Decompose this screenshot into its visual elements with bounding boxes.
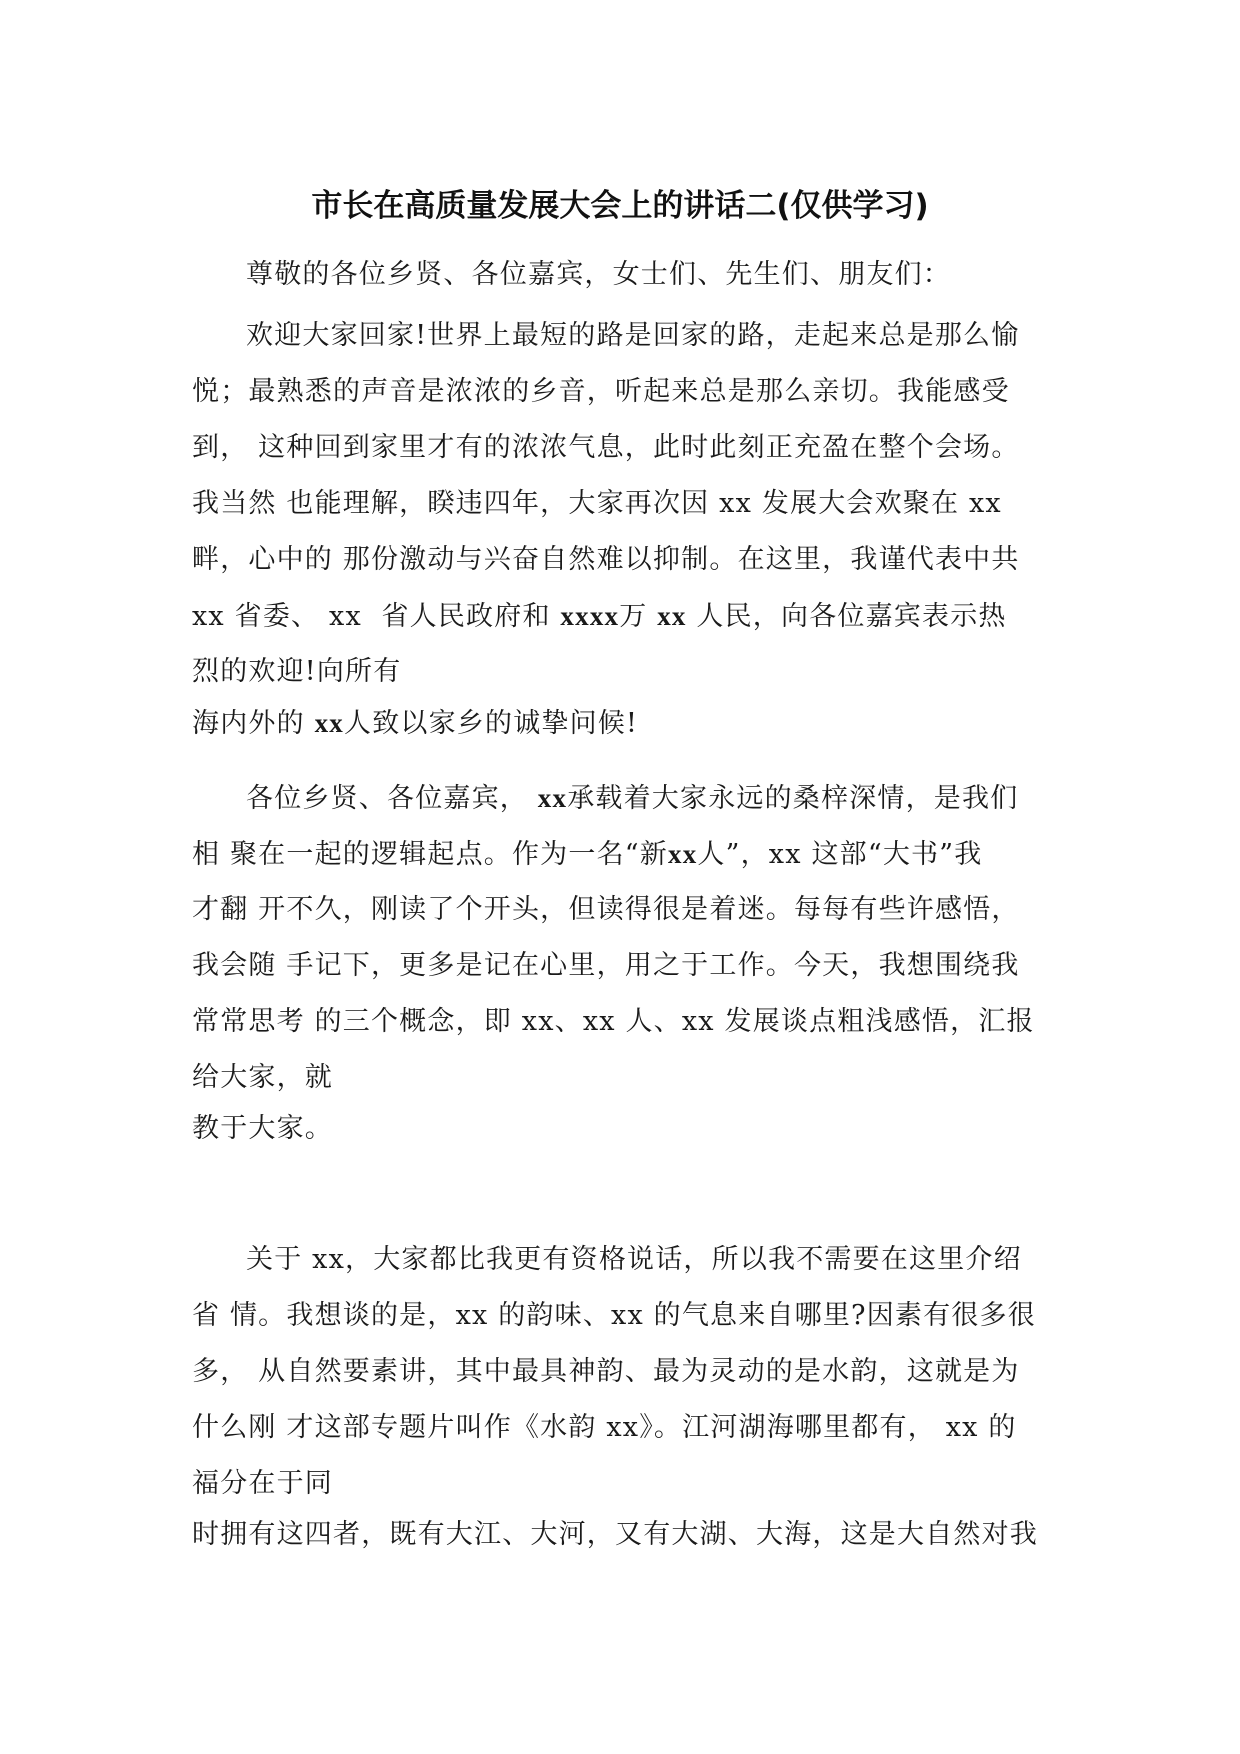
bold-text-run: xxxx (560, 601, 620, 631)
text-run: 人致以家乡的诚挚问候! (344, 708, 639, 739)
paragraph-1-line-1: 欢迎大家回家!世界上最短的路是回家的路，走起来总是那么愉 (246, 320, 1020, 351)
bold-text-run: xx (657, 601, 687, 631)
paragraph-3-line-5: 福分在于同 (192, 1468, 333, 1499)
paragraph-2-line-5: 常常思考 的三个概念，即 xx、xx 人、xx 发展谈点粗浅感悟，汇报 (192, 1006, 1035, 1037)
paragraph-3-line-4: 什么刚 才这部专题片叫作《水韵 xx》。江河湖海哪里都有， xx 的 (192, 1412, 1017, 1443)
paragraph-3-line-3: 多， 从自然要素讲，其中最具神韵、最为灵动的是水韵，这就是为 (192, 1356, 1020, 1387)
text-run: 各位乡贤、各位嘉宾， (246, 783, 538, 814)
paragraph-2-line-6: 给大家，就 (192, 1062, 333, 1093)
document-title: 市长在高质量发展大会上的讲话二(仅供学习) (311, 188, 929, 224)
paragraph-2-line-4: 我会随 手记下，更多是记在心里，用之于工作。今天，我想围绕我 (192, 950, 1020, 981)
paragraph-1-line-8 (192, 705, 638, 742)
text-run: 海内外的 (192, 708, 315, 739)
paragraph-1-line-6 (192, 598, 1007, 635)
paragraph-1-line-2: 悦；最熟悉的声音是浓浓的乡音，听起来总是那么亲切。我能感受 (192, 376, 1010, 407)
paragraph-2-line-7: 教于大家。 (192, 1113, 333, 1144)
text-run: 万 (619, 601, 658, 632)
greeting-line: 尊敬的各位乡贤、各位嘉宾，女士们、先生们、朋友们： (246, 259, 951, 290)
text-run: xx 省委、 xx 省人民政府和 (192, 601, 561, 632)
bold-text-run: xx (537, 783, 568, 813)
text-run: 人”，xx 这部“大书”我 (697, 839, 983, 870)
paragraph-1-line-5: 畔，心中的 那份激动与兴奋自然难以抑制。在这里，我谨代表中共 (192, 544, 1020, 575)
paragraph-1-line-3: 到， 这种回到家里才有的浓浓气息，此时此刻正充盈在整个会场。 (192, 432, 1020, 463)
paragraph-2-line-1 (246, 780, 1018, 817)
bold-text-run: xx (314, 708, 344, 738)
text-run: 人民，向各位嘉宾表示热 (686, 601, 1007, 632)
text-run: 相 聚在一起的逻辑起点。作为一名“新 (192, 839, 668, 870)
paragraph-2-line-3: 才翻 开不久，刚读了个开头，但读得很是着迷。每每有些许感悟， (192, 894, 1020, 925)
bold-text-run: xx (668, 839, 698, 869)
paragraph-3-line-1: 关于 xx，大家都比我更有资格说话，所以我不需要在这里介绍 (246, 1244, 1022, 1275)
paragraph-1-line-4: 我当然 也能理解，睽违四年，大家再次因 xx 发展大会欢聚在 xx (192, 488, 1002, 519)
paragraph-1-line-7: 烈的欢迎!向所有 (192, 656, 402, 687)
paragraph-3-line-6: 时拥有这四者，既有大江、大河，又有大湖、大海，这是大自然对我 (192, 1519, 1038, 1550)
paragraph-3-line-2: 省 情。我想谈的是，xx 的韵味、xx 的气息来自哪里?因素有很多很 (192, 1300, 1036, 1331)
text-run: 承载着大家永远的桑梓深情，是我们 (567, 783, 1019, 814)
paragraph-2-line-2 (192, 836, 982, 873)
